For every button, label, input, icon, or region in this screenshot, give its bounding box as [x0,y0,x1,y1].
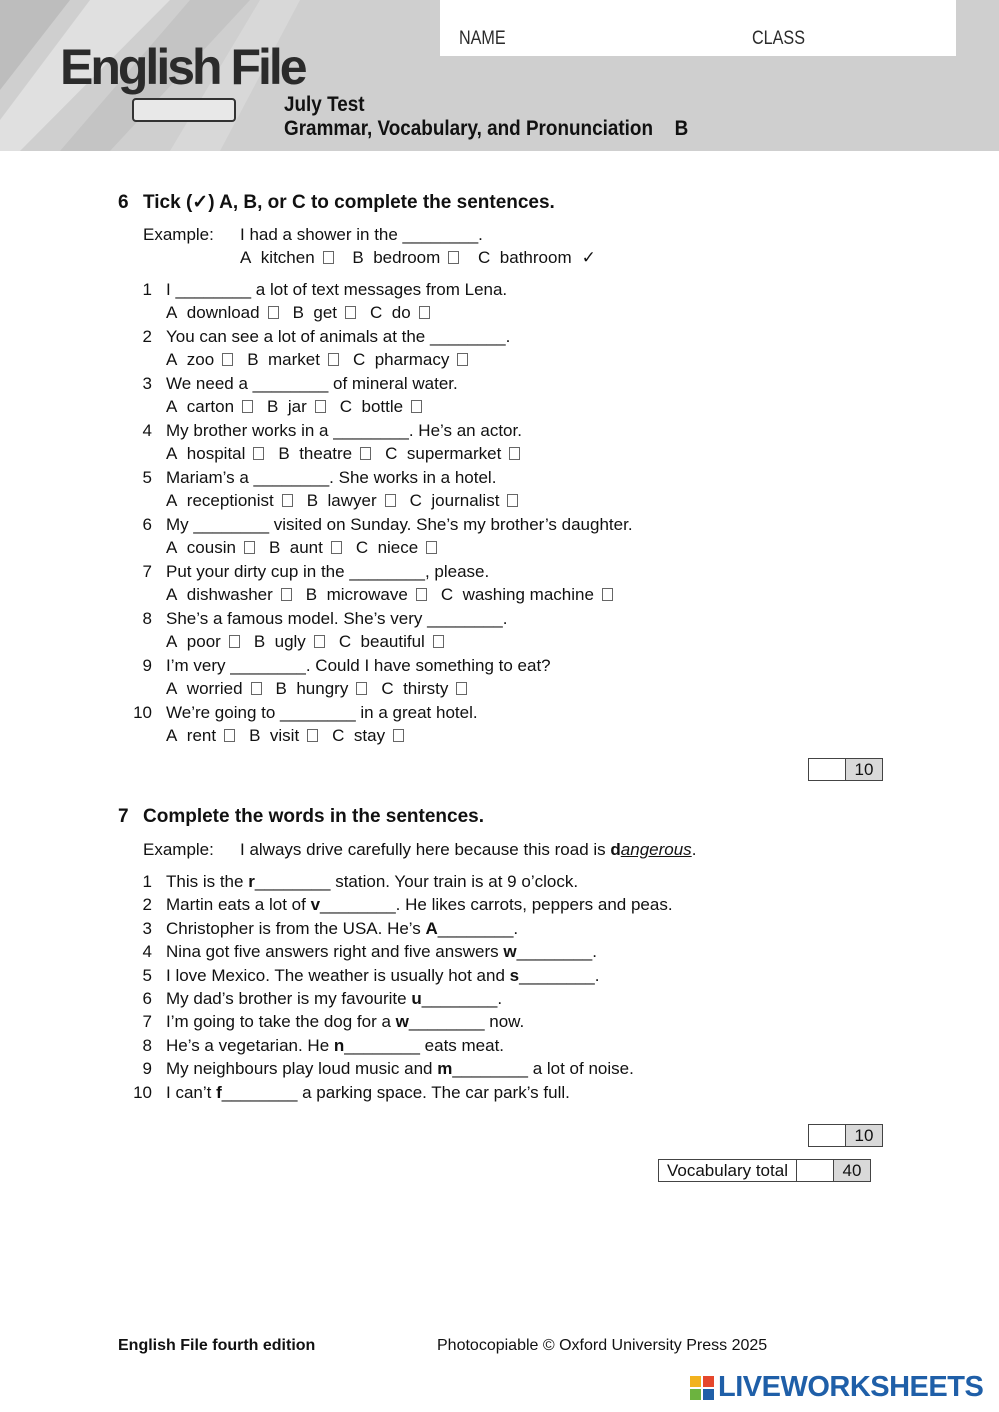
option-a [166,726,235,745]
option-letter: B [278,444,290,463]
first-letter: f [216,1082,222,1102]
checkbox[interactable] [507,494,518,507]
question-options [166,632,458,652]
checkbox[interactable] [244,541,255,554]
option-letter: C [338,632,352,651]
checkbox[interactable] [419,306,430,319]
option-letter: A [166,632,178,651]
option-letter: C [355,538,369,557]
section-6-example-sentence: I had a shower in the ________. [240,225,483,244]
section-7-heading: 7 Complete the words in the sentences. [118,806,485,827]
question-options [166,350,482,370]
question-text: She’s a famous model. She’s very ________. [166,609,508,628]
question-number: 1 [142,872,152,891]
option-letter: C [332,726,345,745]
option-text: pharmacy [374,350,450,369]
score-max: 10 [846,759,882,780]
checkbox[interactable] [360,447,371,460]
option-text: carton [186,397,235,416]
checkbox[interactable] [385,494,396,507]
section-6-example-label: Example: [143,225,214,244]
section-6-example-options [240,248,610,268]
question-text [166,989,502,1009]
checkbox[interactable] [307,729,318,742]
first-letter: u [411,989,422,1008]
sentence-start: I’m going to take the dog for a [166,1012,396,1032]
option-letter: C [370,303,383,322]
checkbox[interactable] [229,635,240,648]
sentence-end: ________. [519,965,600,985]
option-text: visit [269,726,300,745]
example-option-c: C bathroom ✓ [478,248,596,267]
first-letter: v [310,895,321,915]
option-b [278,444,371,463]
option-letter: B [306,491,319,510]
question-text: I’m very ________. Could I have something to eat? [166,656,551,675]
option-letter: B [268,538,281,557]
option-letter: A [166,350,178,369]
option-letter: C [385,444,398,463]
question-text [166,919,518,939]
checkbox[interactable] [416,588,427,601]
checkbox[interactable] [457,353,468,366]
option-letter: A [166,397,178,416]
checkbox[interactable] [448,251,459,264]
sentence-end: ________. [437,918,519,938]
sentence-start: Nina got five answers right and five answers [166,942,504,962]
sentence-end: ________ station. Your train is at 9 o’clock. [254,872,579,891]
option-a [166,397,253,416]
total-input[interactable] [797,1160,834,1181]
option-b [254,632,325,651]
option-a [166,491,293,510]
section-7-score-box [808,1124,883,1147]
option-text: microwave [326,585,408,604]
first-letter: A [425,918,438,938]
question-text: I ________ a lot of text messages from Lena. [166,280,508,299]
question-options [166,726,418,746]
option-text: cousin [186,538,236,557]
question-number: 6 [142,515,152,534]
option-c [353,350,468,369]
option-text: receptionist [186,491,274,510]
question-text: Put your dirty cup in the ________, please. [166,562,490,581]
option-text: niece [377,538,419,557]
question-options [166,538,451,558]
sentence-start: I love Mexico. The weather is usually hot and [166,965,510,985]
total-max: 40 [834,1160,870,1181]
option-text: theatre [299,444,353,463]
question-number: 4 [142,942,152,962]
first-letter: m [437,1059,453,1079]
question-text [166,966,600,986]
checkbox[interactable] [411,400,422,413]
english-file-logo: English File [60,39,305,95]
section-6-heading: 6 Tick (✓) A, B, or C to complete the sentences. [118,192,555,213]
class-label: CLASS [752,28,805,49]
question-number: 2 [142,895,152,915]
sentence-start: My neighbours play loud music and [166,1059,438,1079]
question-number: 7 [142,1012,152,1032]
sentence-start: I can’t [166,1082,217,1102]
option-c [356,538,437,557]
option-text: poor [186,632,221,651]
checkbox[interactable] [509,447,520,460]
option-letter: C [381,679,394,698]
option-letter: B [247,350,259,369]
option-text: rent [186,726,217,745]
section-7-example-label: Example: [143,840,214,859]
option-b [307,491,396,510]
option-a [166,632,240,651]
checkbox[interactable] [253,447,264,460]
question-number: 4 [142,421,152,440]
option-c [370,303,430,322]
question-options [166,303,444,323]
option-letter: C [409,491,422,510]
question-text: We need a ________ of mineral water. [166,374,458,393]
question-options [166,491,532,511]
option-letter: C [339,397,353,416]
example-option-a: A kitchen [240,248,334,267]
question-text [166,895,673,915]
option-text: worried [186,679,243,698]
option-text: download [186,303,260,322]
option-text: lawyer [327,491,377,510]
question-number: 7 [142,562,152,581]
option-b [293,303,356,322]
question-number: 8 [142,609,152,628]
option-letter: B [249,726,261,745]
test-subtitle: Grammar, Vocabulary, and Pronunciation B [284,117,689,140]
option-letter: B [292,303,304,322]
question-text [166,872,578,892]
option-letter: A [166,726,178,745]
tick-icon: ✓ [581,248,596,267]
option-letter: B [275,679,287,698]
option-text: zoo [186,350,215,369]
question-text [166,1012,524,1032]
option-a [166,444,264,463]
option-c [385,444,520,463]
score-input[interactable] [809,1125,846,1146]
option-text: thirsty [403,679,449,698]
checkbox[interactable] [345,306,356,319]
option-text: hospital [186,444,246,463]
logo-level-box [132,98,236,122]
option-letter: B [267,397,279,416]
checkbox[interactable] [282,494,293,507]
checkbox[interactable] [328,353,339,366]
question-number: 10 [133,703,152,722]
question-number: 9 [142,656,152,675]
page-header [0,0,999,151]
question-options [166,679,481,699]
first-letter: n [333,1035,345,1055]
checkbox[interactable] [456,682,467,695]
option-c [441,585,613,604]
checkbox[interactable] [268,306,279,319]
option-a [166,585,292,604]
option-b [249,726,318,745]
option-letter: B [305,585,318,604]
checkbox[interactable] [393,729,404,742]
option-text: journalist [431,491,500,510]
option-text: market [268,350,320,369]
sentence-end: ________ a parking space. The car park’s full. [221,1082,570,1102]
option-letter: A [166,444,178,463]
sentence-end: ________. [421,989,503,1008]
question-number: 6 [142,989,152,1008]
first-letter: r [248,872,255,891]
footer-copyright: Photocopiable © Oxford University Press 2025 [437,1337,768,1354]
liveworksheets-icon [690,1376,714,1400]
first-letter: w [395,1012,409,1032]
question-options [166,444,534,464]
option-text: stay [353,726,386,745]
checkbox[interactable] [356,682,367,695]
option-text: washing machine [462,585,594,604]
checkbox[interactable] [433,635,444,648]
liveworksheets-text: LIVEWORKSHEETS [718,1371,984,1403]
option-text: supermarket [406,444,502,463]
section-7-example-sentence: I always drive carefully here because this road is dangerous. [240,840,697,859]
option-text: dishwasher [186,585,273,604]
option-c [381,679,467,698]
option-a [166,350,233,369]
question-options [166,585,627,605]
checkbox[interactable] [224,729,235,742]
option-c [410,491,519,510]
checkbox[interactable] [323,251,334,264]
question-text [166,1083,570,1103]
checkbox[interactable] [426,541,437,554]
sentence-start: He’s a vegetarian. He [166,1035,334,1055]
option-letter: A [166,303,178,322]
option-b [306,585,427,604]
option-b [269,538,342,557]
example-option-b: B bedroom [352,248,459,267]
checkbox[interactable] [315,400,326,413]
question-number: 3 [142,374,152,393]
sentence-end: ________ now. [408,1012,525,1032]
option-text: jar [287,397,307,416]
sentence-end: ________ a lot of noise. [452,1059,634,1079]
option-text: aunt [289,538,323,557]
option-a [166,679,262,698]
option-text: hungry [296,679,349,698]
checkbox[interactable] [242,400,253,413]
checkbox[interactable] [251,682,262,695]
sentence-end: ________ eats meat. [344,1035,505,1055]
question-number: 5 [142,468,152,487]
name-class-box [440,0,956,56]
question-text [166,1059,634,1079]
sentence-end: ________. [516,942,597,962]
first-letter: w [503,942,517,962]
question-text: Mariam’s a ________. She works in a hotel. [166,468,497,487]
checkbox[interactable] [314,635,325,648]
option-text: beautiful [360,632,425,651]
question-text [166,942,597,962]
sentence-start: My dad’s brother is my favourite [166,989,412,1008]
question-text: You can see a lot of animals at the ________. [166,327,511,346]
question-number: 8 [142,1035,152,1055]
question-number: 9 [142,1059,152,1079]
sentence-start: Martin eats a lot of [166,895,311,915]
option-text: bottle [361,397,404,416]
checkbox[interactable] [602,588,613,601]
option-c [339,632,444,651]
option-letter: A [166,585,178,604]
option-letter: A [166,538,178,557]
question-text: My brother works in a ________. He’s an actor. [166,421,522,440]
section-6-score-box [808,758,883,781]
name-label: NAME [459,28,506,49]
sentence-end: ________. He likes carrots, peppers and peas. [320,895,673,915]
checkbox[interactable] [281,588,292,601]
checkbox[interactable] [331,541,342,554]
question-number: 1 [142,280,152,299]
sentence-start: Christopher is from the USA. He’s [166,918,426,938]
option-text: ugly [274,632,306,651]
option-letter: B [253,632,266,651]
option-letter: C [440,585,454,604]
option-c [332,726,404,745]
option-letter: A [166,491,178,510]
question-text: We’re going to ________ in a great hotel. [166,703,478,722]
option-b [267,397,326,416]
score-input[interactable] [809,759,846,780]
option-c [340,397,422,416]
question-number: 3 [142,918,152,938]
option-a [166,538,255,557]
sentence-start: This is the [166,872,249,891]
option-a [166,303,279,322]
footer-edition: English File fourth edition [118,1337,316,1354]
vocabulary-total-box [658,1159,871,1182]
question-number: 10 [133,1082,152,1102]
option-letter: A [166,679,178,698]
question-text: My ________ visited on Sunday. She’s my brother’s daughter. [166,515,633,534]
score-max: 10 [846,1125,882,1146]
first-letter: s [509,965,520,985]
question-number: 2 [142,327,152,346]
question-options [166,397,436,417]
checkbox[interactable] [222,353,233,366]
test-title: July Test [284,93,365,116]
question-text [166,1036,504,1056]
option-text: get [313,303,338,322]
test-version: B [674,117,689,140]
liveworksheets-watermark [690,1371,983,1404]
vocabulary-total-label: Vocabulary total [659,1160,797,1181]
option-b [276,679,368,698]
question-number: 5 [142,965,152,985]
option-b [247,350,339,369]
option-letter: C [352,350,366,369]
option-text: do [391,303,411,322]
